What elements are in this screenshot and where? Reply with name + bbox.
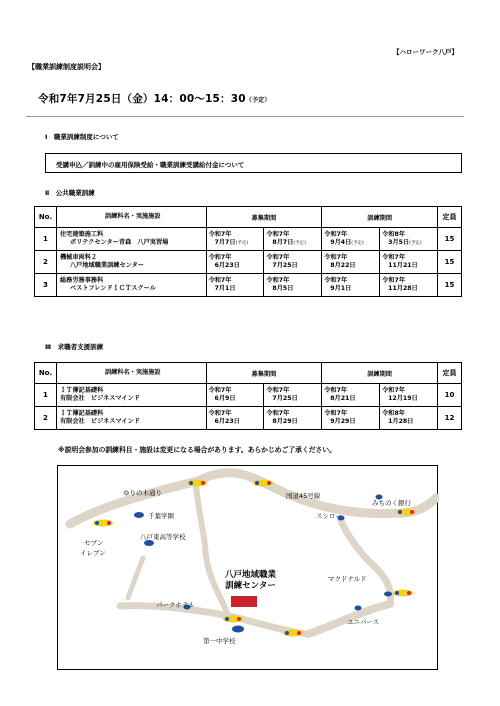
macdonald-building	[384, 592, 392, 597]
label-universe: ユニバース	[347, 618, 380, 626]
date	[266, 239, 321, 248]
row-no: 1	[35, 384, 57, 407]
year: 令和7年	[208, 410, 232, 417]
row-no: 1	[35, 228, 57, 251]
recruit-end	[264, 274, 322, 297]
jobseeker-training-table	[34, 362, 462, 430]
year: 令和7年	[266, 410, 290, 417]
col-training: 訓練期間	[322, 207, 438, 228]
year: 令和7年	[324, 277, 348, 284]
training-end	[380, 251, 438, 274]
table-header-row	[35, 363, 462, 384]
recruit-start	[206, 384, 264, 407]
row-capacity: 10	[437, 384, 461, 407]
recruit-start	[206, 274, 264, 297]
office-label: 【ハローワーク八戸】	[393, 48, 458, 56]
label-yurinoki: ゆりの木通り	[123, 489, 162, 497]
day: 1月28日	[388, 418, 414, 425]
facility-name: 有限会社 ビジネスマインド	[59, 418, 140, 425]
training-start	[322, 384, 380, 407]
day: 6月23日	[214, 262, 240, 269]
note: (予定)	[235, 240, 249, 246]
signal-icon	[396, 509, 416, 516]
day: 8月21日	[330, 395, 356, 402]
row-name	[56, 274, 206, 297]
label-seven-2: イレブン	[80, 549, 106, 557]
note: (予定)	[351, 240, 364, 246]
row-capacity: 15	[438, 274, 462, 297]
signal-icon	[223, 616, 243, 623]
venue-marker	[231, 596, 257, 607]
datetime-text: 令和7年7月25日（金）14：00～15：30	[38, 93, 246, 105]
recruit-end	[264, 384, 322, 407]
date	[382, 285, 437, 293]
date	[209, 285, 264, 293]
training-end	[380, 407, 438, 430]
table-header-row	[35, 207, 462, 228]
map-roads	[58, 466, 439, 671]
day: 8月22日	[330, 262, 356, 269]
datetime-note: （予定）	[245, 97, 271, 104]
venue-line2: 訓練センター	[225, 581, 276, 591]
section2-heading: Ⅱ 公共職業訓練	[45, 189, 95, 197]
table-row	[35, 251, 462, 274]
col-no: No.	[35, 207, 57, 228]
date	[324, 239, 379, 248]
day: 7月7日	[214, 238, 236, 246]
label-chiba: 千葉学園	[148, 512, 174, 520]
label-seven-1: セブン	[84, 539, 104, 547]
road-north-south	[196, 484, 227, 613]
section1-heading: Ⅰ 職業訓練制度について	[45, 133, 119, 141]
year: 令和7年	[266, 387, 290, 394]
day: 8月5日	[272, 285, 294, 292]
road-bottom	[120, 606, 308, 634]
training-start	[322, 274, 380, 297]
access-map	[57, 465, 438, 670]
facility-name: 八戸地域職業訓練センター	[69, 262, 144, 269]
label-michinoku: みちのく銀行	[372, 499, 411, 507]
day: 9月4日	[330, 238, 352, 246]
day: 3月5日	[388, 238, 410, 246]
facility-name: ポリテクセンター青森 八戸実習場	[69, 239, 169, 246]
year: 令和7年	[208, 230, 232, 238]
course-name: 総務労務事務科	[59, 277, 104, 284]
year: 令和7年	[266, 230, 290, 238]
year: 令和7年	[324, 410, 348, 417]
year: 令和7年	[266, 277, 290, 284]
row-name	[56, 407, 206, 430]
road-east	[341, 521, 390, 604]
label-macdonald: マクドナルド	[328, 575, 367, 583]
divider	[26, 116, 464, 117]
training-end	[380, 274, 438, 297]
day: 8月7日	[272, 238, 294, 246]
year: 令和7年	[382, 254, 406, 261]
year: 令和7年	[208, 254, 232, 261]
note: (予定)	[293, 240, 306, 246]
date	[266, 285, 321, 293]
year: 令和8年	[382, 230, 406, 238]
col-capacity: 定員	[437, 363, 461, 384]
label-sushiro: スシロー	[316, 512, 342, 520]
row-no: 3	[35, 274, 57, 297]
label-higashi: 八戸東高等学校	[140, 533, 186, 541]
year: 令和7年	[266, 254, 290, 261]
row-capacity: 15	[438, 228, 462, 251]
section1-box: 受講申込／訓練中の雇用保険受給・職業訓練受講給付金について	[45, 153, 462, 173]
date	[209, 262, 264, 270]
row-name	[56, 251, 206, 274]
col-name: 訓練科名・実施施設	[56, 207, 206, 228]
row-capacity: 15	[438, 251, 462, 274]
row-no: 2	[35, 251, 57, 274]
day: 6月9日	[214, 395, 236, 402]
day: 9月29日	[330, 418, 356, 425]
training-end	[380, 384, 438, 407]
table-row	[35, 384, 462, 407]
table-row	[35, 407, 462, 430]
road-left	[128, 558, 143, 598]
daiichi-building	[232, 626, 244, 633]
recruit-start	[206, 407, 264, 430]
table-row	[35, 228, 462, 251]
year: 令和8年	[382, 410, 405, 417]
day: 7月25日	[272, 262, 298, 269]
day: 11月28日	[388, 285, 418, 292]
universe-building	[355, 606, 362, 611]
date	[382, 239, 437, 248]
year: 令和7年	[324, 254, 348, 261]
recruit-end	[264, 407, 322, 430]
date	[324, 262, 379, 270]
col-capacity: 定員	[438, 207, 462, 228]
day: 7月1日	[214, 285, 236, 292]
chiba-building	[134, 512, 144, 518]
day: 11月21日	[388, 262, 418, 269]
section-title: 【職業訓練制度説明会】	[28, 63, 105, 71]
day: 6月23日	[214, 418, 240, 425]
date	[209, 239, 264, 248]
label-daiichi: 第一中学校	[203, 637, 236, 645]
col-name: 訓練科名・実施施設	[56, 363, 206, 384]
training-start	[322, 228, 380, 251]
recruit-start	[206, 251, 264, 274]
training-end	[380, 228, 438, 251]
day: 7月25日	[272, 395, 298, 402]
signal-icon	[393, 590, 413, 597]
recruit-start	[206, 228, 264, 251]
row-name	[56, 228, 206, 251]
date	[266, 262, 321, 270]
date	[382, 262, 437, 270]
training-start	[322, 407, 380, 430]
signal-icon	[253, 480, 273, 487]
facility-name: 有限会社 ビジネスマインド	[59, 395, 140, 402]
caution-note: ※説明会参加の訓練科目・施設は変更になる場合があります。あらかじめご了承ください。	[58, 446, 336, 454]
year: 令和7年	[208, 277, 232, 284]
recruit-end	[264, 251, 322, 274]
event-datetime	[38, 91, 271, 106]
public-training-table	[34, 206, 462, 297]
signal-icon	[283, 630, 303, 637]
row-no: 2	[35, 407, 57, 430]
col-no: No.	[35, 363, 57, 384]
label-kokudo: 国道45号線	[286, 492, 321, 500]
table-row	[35, 274, 462, 297]
day: 8月29日	[272, 418, 298, 425]
venue-line1: 八戸地域職業	[225, 570, 277, 580]
row-capacity: 12	[437, 407, 461, 430]
course-name: ＩＴ簿記基礎科	[59, 410, 104, 417]
year: 令和7年	[382, 387, 405, 394]
year: 令和7年	[382, 277, 406, 284]
col-recruit: 募集期間	[206, 207, 322, 228]
course-name: 機械車両科２	[59, 254, 98, 261]
row-name	[56, 384, 206, 407]
col-recruit: 募集期間	[206, 363, 322, 384]
signal-icon	[93, 520, 113, 527]
venue-label	[225, 570, 276, 592]
year: 令和7年	[324, 387, 348, 394]
date	[324, 285, 379, 293]
recruit-end	[264, 228, 322, 251]
course-name: 住宅建築施工科	[59, 231, 104, 238]
label-parkhotel: パークホテル	[156, 601, 195, 609]
note: (予定)	[409, 240, 422, 246]
section3-heading: Ⅲ 求職者支援訓練	[45, 343, 104, 351]
facility-name: ベストフレンドＩＣＴスクール	[69, 285, 156, 292]
signal-icon	[187, 480, 207, 487]
year: 令和7年	[324, 230, 348, 238]
year: 令和7年	[208, 387, 232, 394]
training-start	[322, 251, 380, 274]
day: 9月1日	[330, 285, 352, 292]
col-training: 訓練期間	[322, 363, 438, 384]
day: 12月19日	[388, 395, 418, 402]
course-name: ＩＴ簿記基礎科	[59, 387, 104, 394]
